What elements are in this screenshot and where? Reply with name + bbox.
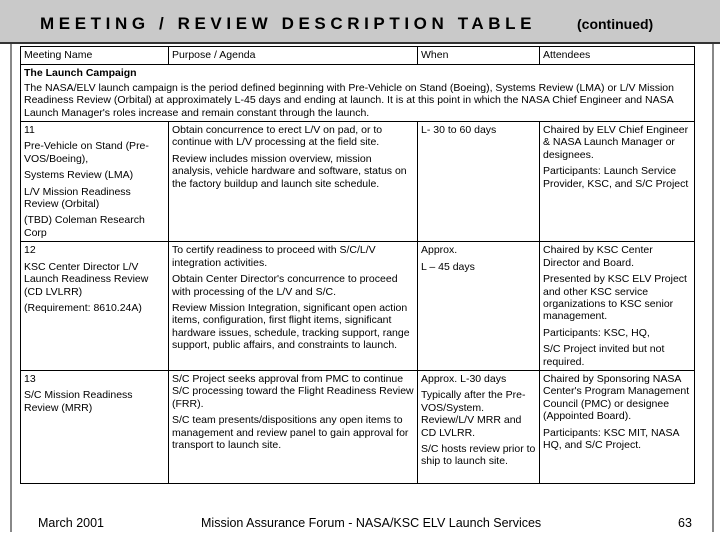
when-cell [418, 242, 540, 371]
attendees-text: Chaired by ELV Chief Engineer & NASA Launch Manager or designees. [543, 124, 689, 161]
when-cell [418, 370, 540, 483]
campaign-cell [21, 65, 695, 122]
purpose-text: S/C team presents/dispositions any open items to management and review panel to gain approval for transport to launch site. [172, 414, 409, 451]
attendees-text: Participants: KSC MIT, NASA HQ, and S/C Project. [543, 426, 679, 451]
purpose-text: Obtain Center Director's concurrence to proceed with processing of the L/V and S/C. [172, 273, 398, 298]
purpose-text: To certify readiness to proceed with S/C/L/V integration activities. [172, 244, 376, 269]
when-cell [418, 122, 540, 242]
attendees-text: Presented by KSC ELV Project and other KSC service organizations to KSC senior management. [543, 273, 687, 323]
meeting-name: Pre-Vehicle on Stand (Pre-VOS/Boeing), [24, 140, 149, 165]
meeting-requirement: (Requirement: 8610.24A) [24, 301, 142, 314]
table-header-row [21, 47, 695, 65]
col-header-when: When [418, 47, 540, 65]
meeting-name: Systems Review (LMA) [24, 169, 134, 182]
col-header-meeting: Meeting Name [21, 47, 169, 65]
purpose-cell [169, 370, 418, 483]
purpose-text: Obtain concurrence to erect L/V on pad, or to continue with L/V processing at the field site. [172, 124, 383, 149]
attendees-text: Chaired by Sponsoring NASA Center's Program Management Council (PMC) or designee (Appointed Board). [543, 372, 690, 423]
table-row [21, 122, 695, 242]
meeting-cell [21, 370, 169, 483]
attendees-cell [540, 122, 695, 242]
footer-date: March 2001 [38, 516, 105, 530]
purpose-text: S/C Project seeks approval from PMC to continue S/C processing toward the Flight Readiness Review (FRR). [172, 372, 414, 410]
title-bar [0, 0, 720, 44]
meeting-cell [21, 242, 169, 371]
when-text: L- 30 to 60 days [421, 124, 497, 137]
purpose-text: Review includes mission overview, mission analysis, vehicle hardware and software, status on the factory buildup and launch site schedule. [172, 152, 407, 190]
table-row [21, 242, 695, 371]
when-text: Approx. [421, 244, 458, 257]
attendees-cell [540, 242, 695, 371]
purpose-text: Review Mission Integration, significant open action items, configuration, first flight items, significant hardware issues, schedule, tracking support, range support, public affairs, and constraints to launch. [172, 301, 410, 352]
campaign-title: The Launch Campaign [24, 67, 137, 80]
attendees-text: Chaired by KSC Center Director and Board. [543, 244, 653, 269]
row-number: 12 [24, 244, 36, 257]
purpose-cell [169, 122, 418, 242]
campaign-row [21, 65, 695, 122]
attendees-cell [540, 370, 695, 483]
table-row [21, 370, 695, 483]
purpose-cell [169, 242, 418, 371]
meeting-cell [21, 122, 169, 242]
meeting-name: L/V Mission Readiness Review (Orbital) [24, 185, 131, 211]
meeting-name: (TBD) Coleman Research Corp [24, 214, 145, 239]
page-title: MEETING / REVIEW DESCRIPTION TABLE [40, 14, 537, 33]
row-number: 11 [24, 124, 35, 137]
attendees-text: Participants: KSC, HQ, [543, 326, 650, 339]
row-number: 13 [24, 372, 36, 385]
attendees-text: S/C Project invited but not required. [543, 343, 665, 368]
attendees-text: Participants: Launch Service Provider, KSC, and S/C Project [543, 165, 689, 190]
meeting-name: KSC Center Director L/V Launch Readiness Review (CD LVLRR) [24, 260, 149, 298]
when-text: S/C hosts review prior to ship to launch site. [421, 442, 536, 468]
meeting-name: S/C Mission Readiness Review (MRR) [24, 389, 133, 414]
title-continued: (continued) [577, 16, 654, 32]
when-text: Approx. L-30 days [421, 372, 507, 385]
footer-title: Mission Assurance Forum - NASA/KSC ELV Launch Services [201, 516, 542, 530]
col-header-attendees: Attendees [540, 47, 695, 65]
when-text: L – 45 days [421, 260, 475, 273]
when-text: Typically after the Pre-VOS/System. Review/L/V MRR and CD LVLRR. [421, 389, 526, 439]
review-table [20, 46, 695, 484]
footer-page-number: 63 [678, 516, 692, 530]
campaign-text: The NASA/ELV launch campaign is the period defined beginning with Pre-Vehicle on Stand (Boeing), Systems Review (LMA) or L/V Mission Readiness Review (Orbital) at approximately L-45 days and ending at launch. It is at this point in which the NASA Chief Engineer and NASA Launch Manager's roles increase and remain constant through the launch. [24, 81, 674, 119]
col-header-purpose: Purpose / Agenda [169, 47, 418, 65]
